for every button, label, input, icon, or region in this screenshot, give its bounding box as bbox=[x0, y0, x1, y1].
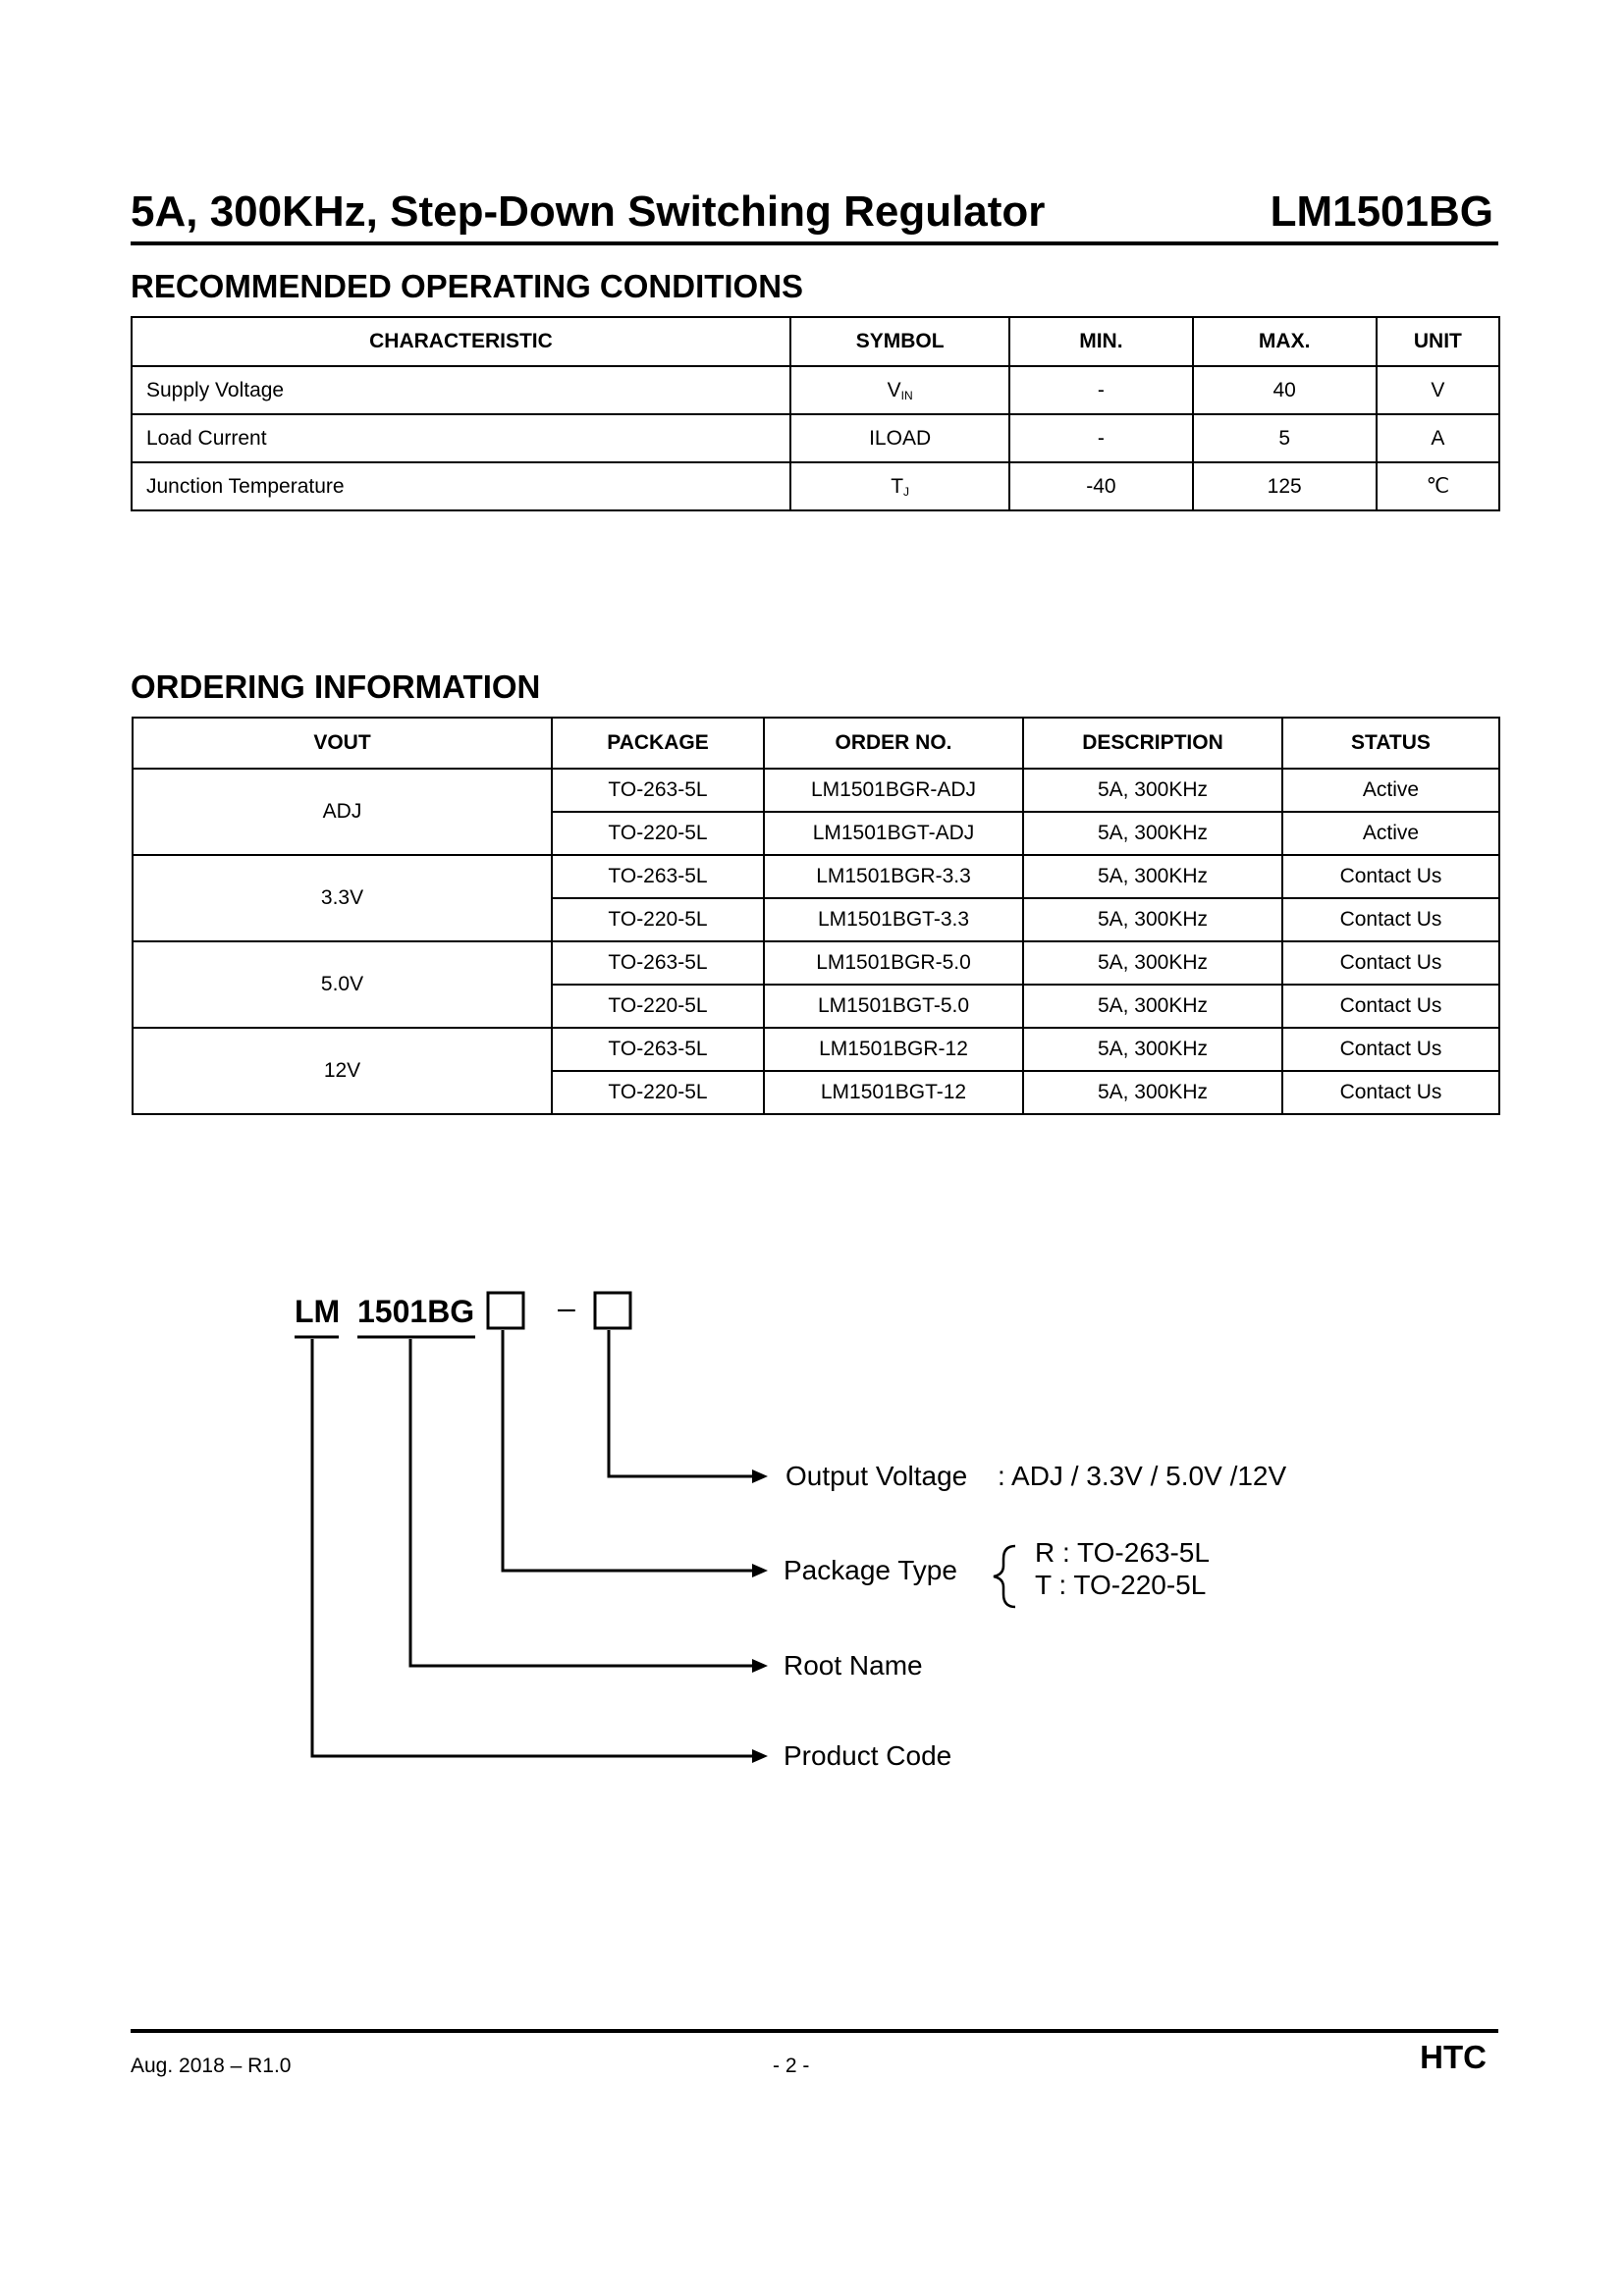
package-cell: TO-220-5L bbox=[552, 898, 764, 941]
column-header-characteristic: CHARACTERISTIC bbox=[132, 317, 790, 366]
recommended-conditions-title: RECOMMENDED OPERATING CONDITIONS bbox=[131, 268, 804, 304]
status-cell: Active bbox=[1282, 769, 1499, 812]
voltage-code-box bbox=[595, 1293, 630, 1328]
min-cell: -40 bbox=[1009, 462, 1192, 510]
description-cell: 5A, 300KHz bbox=[1023, 769, 1282, 812]
output-voltage-arrowhead bbox=[752, 1469, 768, 1483]
min-cell: - bbox=[1009, 414, 1192, 462]
column-header-symbol: SYMBOL bbox=[790, 317, 1009, 366]
package-option-r: R : TO-263-5L bbox=[1035, 1537, 1210, 1568]
product-code-arrowhead bbox=[752, 1749, 768, 1763]
package-code-box bbox=[488, 1293, 523, 1328]
package-type-arrowhead bbox=[752, 1564, 768, 1577]
footer-page-number: - 2 - bbox=[773, 2055, 810, 2077]
description-cell: 5A, 300KHz bbox=[1023, 941, 1282, 985]
footer-rule bbox=[131, 2029, 1498, 2033]
unit-cell: V bbox=[1377, 366, 1499, 414]
package-cell: TO-220-5L bbox=[552, 812, 764, 855]
product-code-connector bbox=[312, 1339, 756, 1756]
order-no-cell: LM1501BGR-ADJ bbox=[764, 769, 1023, 812]
vout-cell: ADJ bbox=[133, 769, 552, 855]
max-cell: 5 bbox=[1193, 414, 1377, 462]
description-cell: 5A, 300KHz bbox=[1023, 1028, 1282, 1071]
description-cell: 5A, 300KHz bbox=[1023, 898, 1282, 941]
characteristic-cell: Supply Voltage bbox=[132, 366, 790, 414]
symbol-subscript: J bbox=[903, 484, 910, 499]
part-number: LM1501BG bbox=[1270, 187, 1493, 236]
order-no-cell: LM1501BGR-12 bbox=[764, 1028, 1023, 1071]
characteristic-cell: Junction Temperature bbox=[132, 462, 790, 510]
package-type-connector bbox=[503, 1330, 756, 1571]
column-header-min: MIN. bbox=[1009, 317, 1192, 366]
max-cell: 125 bbox=[1193, 462, 1377, 510]
description-cell: 5A, 300KHz bbox=[1023, 985, 1282, 1028]
symbol-text: T bbox=[891, 474, 904, 498]
characteristic-cell: Load Current bbox=[132, 414, 790, 462]
order-no-cell: LM1501BGT-ADJ bbox=[764, 812, 1023, 855]
output-voltage-connector bbox=[609, 1330, 756, 1476]
footer-brand: HTC bbox=[1420, 2039, 1487, 2075]
package-cell: TO-220-5L bbox=[552, 985, 764, 1028]
description-cell: 5A, 300KHz bbox=[1023, 812, 1282, 855]
package-option-t: T : TO-220-5L bbox=[1035, 1570, 1207, 1600]
vout-cell: 5.0V bbox=[133, 941, 552, 1028]
symbol-subscript: IN bbox=[900, 388, 913, 402]
status-cell: Contact Us bbox=[1282, 985, 1499, 1028]
root-name-label: Root Name bbox=[784, 1650, 923, 1681]
column-header-order-no: ORDER NO. bbox=[764, 718, 1023, 769]
output-voltage-options: : ADJ / 3.3V / 5.0V /12V bbox=[998, 1461, 1287, 1491]
package-type-label: Package Type bbox=[784, 1555, 957, 1585]
symbol-text: ILOAD bbox=[869, 426, 932, 450]
min-cell: - bbox=[1009, 366, 1192, 414]
symbol-text: V bbox=[887, 378, 901, 401]
diagram-root: 1501BG bbox=[357, 1294, 475, 1329]
column-header-vout: VOUT bbox=[133, 718, 552, 769]
order-no-cell: LM1501BGR-3.3 bbox=[764, 855, 1023, 898]
footer-date-revision: Aug. 2018 – R1.0 bbox=[131, 2055, 292, 2077]
diagram-dash: – bbox=[558, 1290, 575, 1325]
status-cell: Contact Us bbox=[1282, 855, 1499, 898]
package-cell: TO-263-5L bbox=[552, 941, 764, 985]
order-no-cell: LM1501BGT-5.0 bbox=[764, 985, 1023, 1028]
column-header-package: PACKAGE bbox=[552, 718, 764, 769]
package-cell: TO-263-5L bbox=[552, 769, 764, 812]
column-header-status: STATUS bbox=[1282, 718, 1499, 769]
diagram-prefix: LM bbox=[295, 1294, 341, 1329]
package-cell: TO-263-5L bbox=[552, 855, 764, 898]
package-cell: TO-220-5L bbox=[552, 1071, 764, 1114]
page-title: 5A, 300KHz, Step-Down Switching Regulator bbox=[131, 187, 1046, 236]
unit-cell: A bbox=[1377, 414, 1499, 462]
column-header-unit: UNIT bbox=[1377, 317, 1499, 366]
order-no-cell: LM1501BGR-5.0 bbox=[764, 941, 1023, 985]
description-cell: 5A, 300KHz bbox=[1023, 855, 1282, 898]
ordering-information-title: ORDERING INFORMATION bbox=[131, 668, 541, 705]
status-cell: Active bbox=[1282, 812, 1499, 855]
status-cell: Contact Us bbox=[1282, 941, 1499, 985]
description-cell: 5A, 300KHz bbox=[1023, 1071, 1282, 1114]
vout-cell: 3.3V bbox=[133, 855, 552, 941]
status-cell: Contact Us bbox=[1282, 1028, 1499, 1071]
package-options-brace bbox=[994, 1546, 1015, 1607]
column-header-description: DESCRIPTION bbox=[1023, 718, 1282, 769]
root-name-connector bbox=[410, 1339, 756, 1666]
unit-cell: ℃ bbox=[1377, 462, 1499, 510]
vout-cell: 12V bbox=[133, 1028, 552, 1114]
column-header-max: MAX. bbox=[1193, 317, 1377, 366]
max-cell: 40 bbox=[1193, 366, 1377, 414]
order-no-cell: LM1501BGT-3.3 bbox=[764, 898, 1023, 941]
status-cell: Contact Us bbox=[1282, 898, 1499, 941]
root-name-arrowhead bbox=[752, 1659, 768, 1673]
status-cell: Contact Us bbox=[1282, 1071, 1499, 1114]
package-cell: TO-263-5L bbox=[552, 1028, 764, 1071]
order-no-cell: LM1501BGT-12 bbox=[764, 1071, 1023, 1114]
output-voltage-label: Output Voltage bbox=[785, 1461, 968, 1491]
product-code-label: Product Code bbox=[784, 1740, 952, 1771]
